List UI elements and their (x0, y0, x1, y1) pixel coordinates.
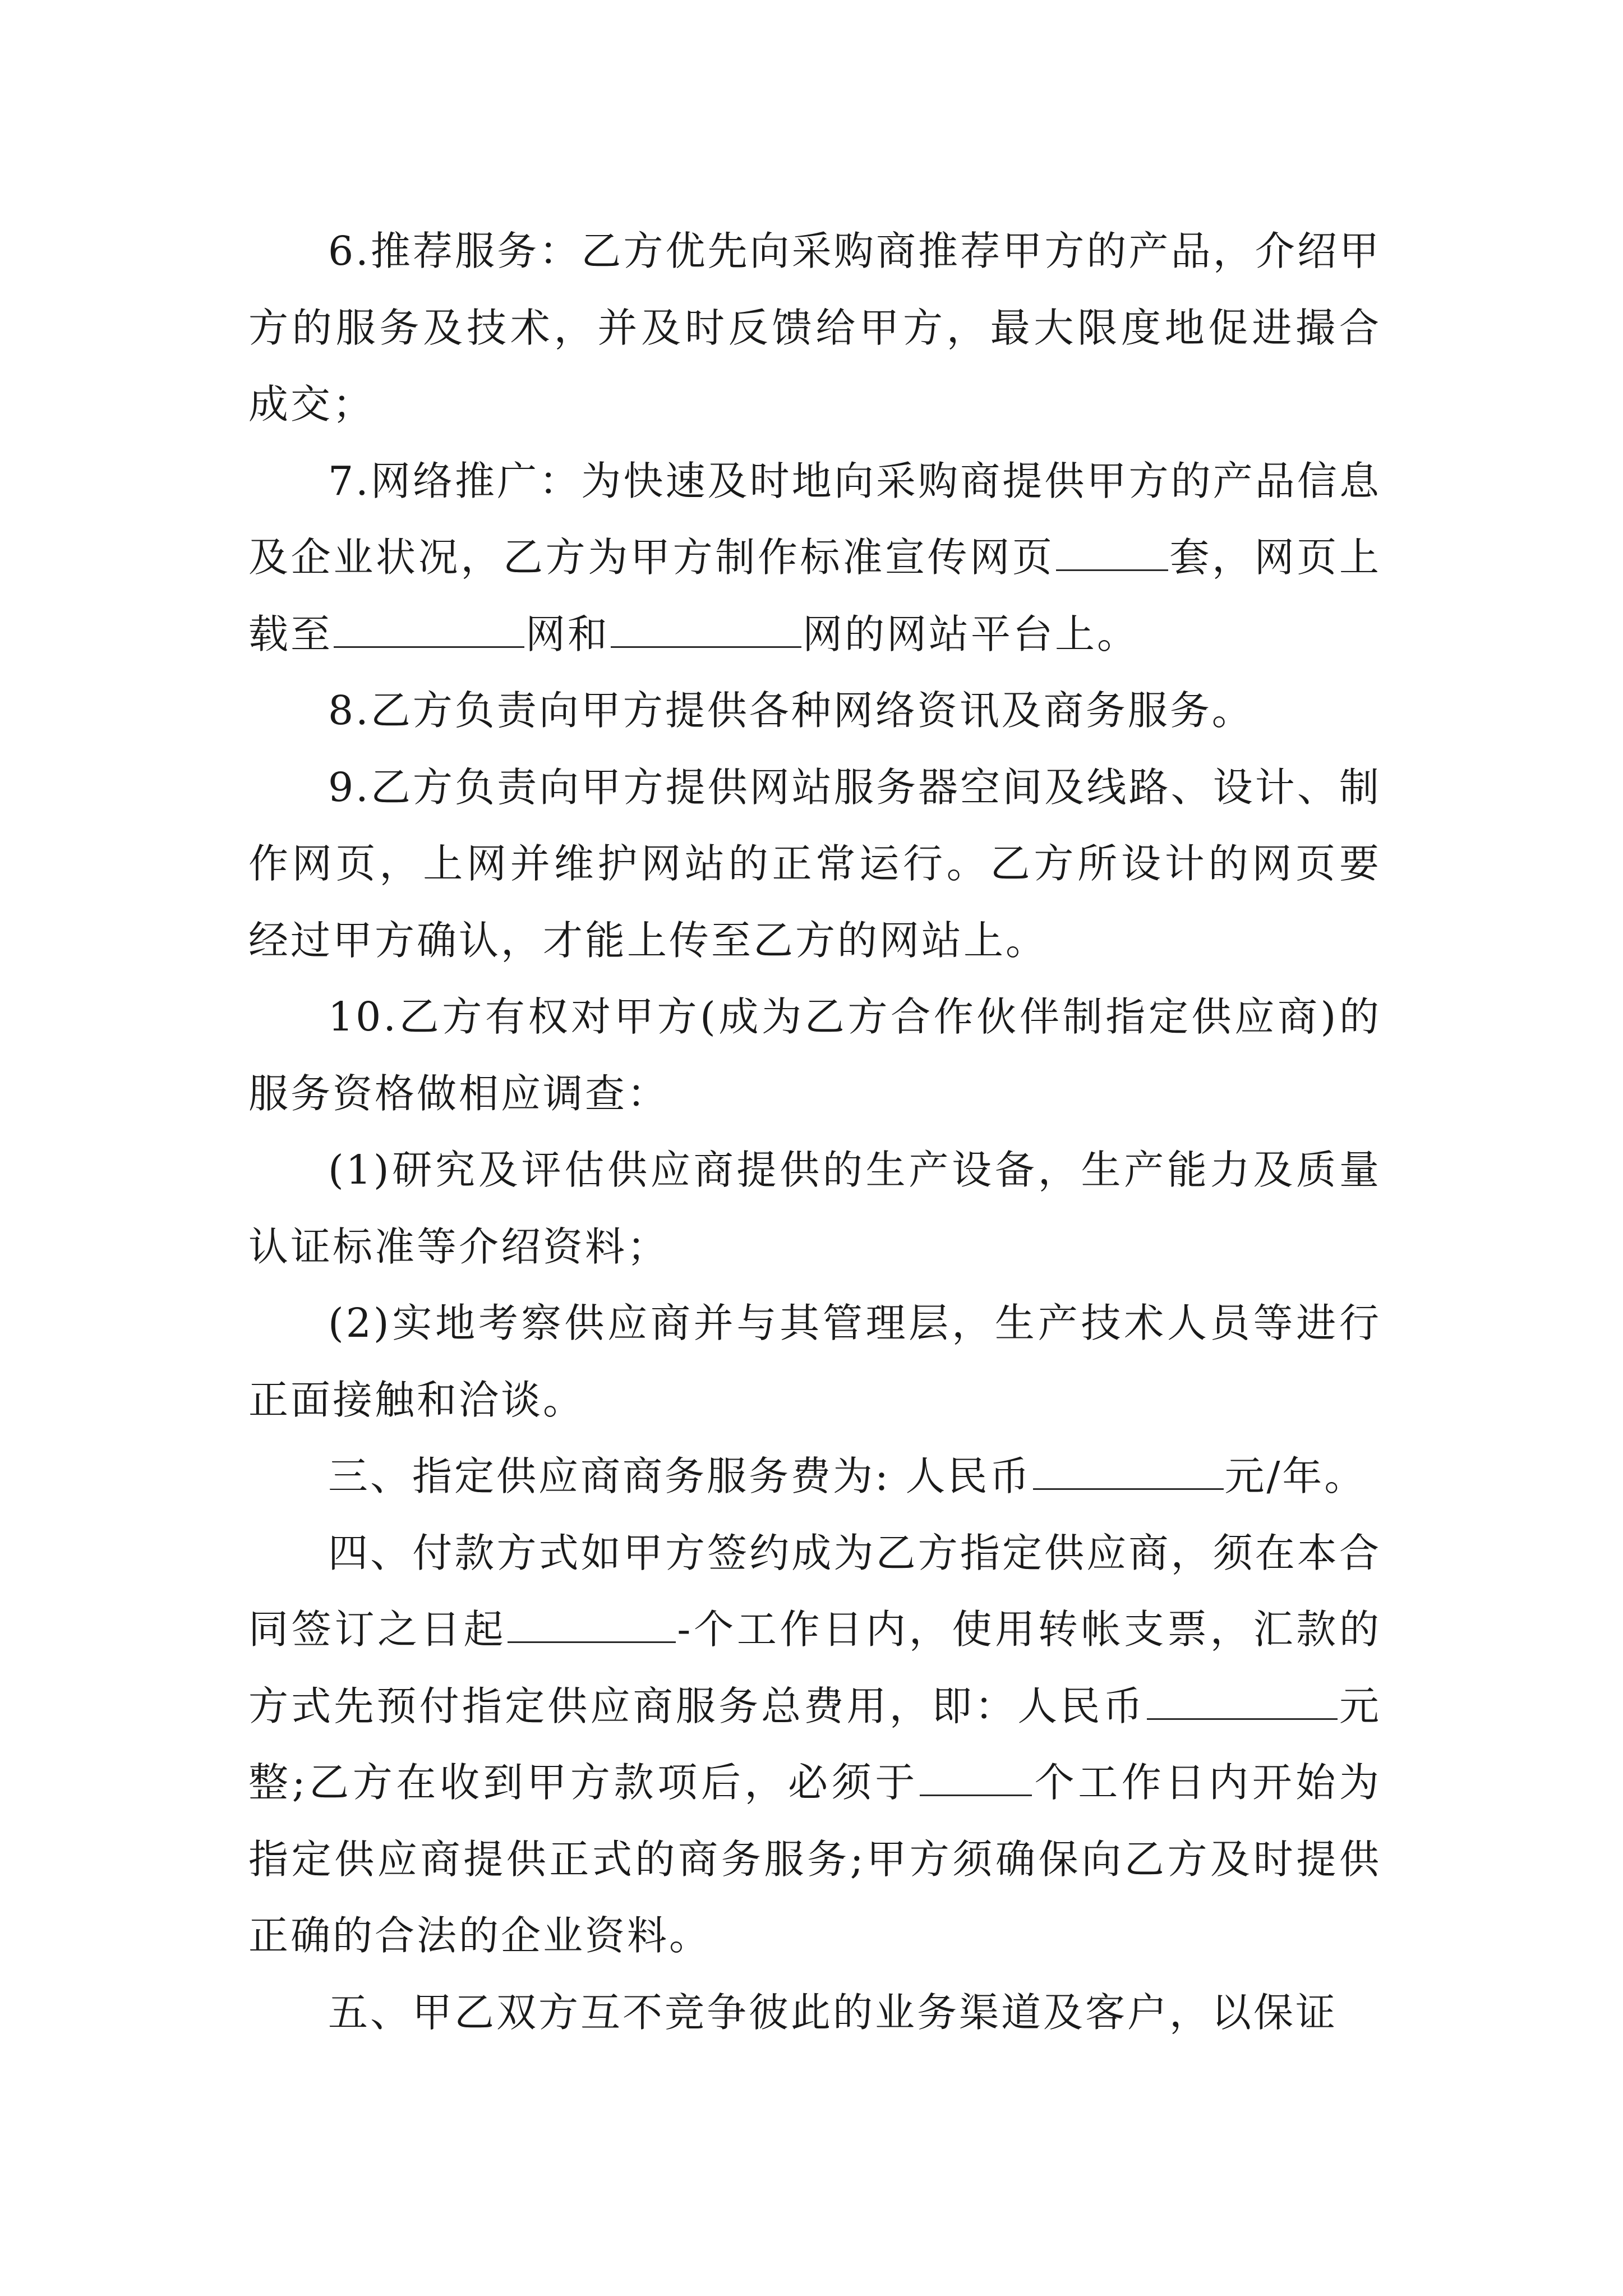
text-segment: 三、指定供应商商务服务费为: 人民币 (328, 1453, 1032, 1499)
text-segment: 网和 (525, 610, 610, 657)
contract-body (248, 213, 1381, 2051)
paragraph-10-item-1: (1)研究及评估供应商提供的生产设备，生产能力及质量认证标准等介绍资料； (248, 1147, 1381, 1270)
blank-service-start-days (920, 1757, 1032, 1796)
section-3-service-fee (248, 1438, 1381, 1515)
text-segment: 元/年。 (1224, 1453, 1367, 1499)
paragraph-8-info-service: 8.乙方负责向甲方提供各种网络资讯及商务服务。 (328, 687, 1254, 734)
paragraph-7-network-promotion (248, 443, 1381, 673)
text-segment: 元整;乙方在收到甲方款项后，必须于 (248, 1682, 1381, 1806)
blank-website-1 (334, 608, 524, 647)
blank-annual-fee (1033, 1451, 1224, 1490)
blank-web-page-count (1056, 532, 1168, 571)
paragraph-10-item-2: (2)实地考察供应商并与其管理层，生产技术人员等进行正面接触和洽谈。 (248, 1300, 1381, 1423)
blank-website-2 (611, 608, 801, 647)
text-segment: -个工作日内，使用转帐支票，汇款的方式先预付指定供应商服务总费用，即：人民币 (248, 1606, 1381, 1729)
paragraph-10-investigation-right: 10.乙方有权对甲方(成为乙方合作伙伴制指定供应商)的服务资格做相应调查： (248, 993, 1381, 1117)
section-5-non-compete: 五、甲乙双方互不竞争彼此的业务渠道及客户，以保证 (328, 1989, 1338, 2036)
text-segment: 网的网站平台上。 (803, 610, 1140, 657)
blank-total-amount (1147, 1680, 1338, 1719)
section-4-payment-method (248, 1515, 1381, 1975)
text-segment: 套，网页上载至 (248, 534, 1381, 657)
text-segment: 个工作日内开始为指定供应商提供正式的商务服务;甲方须确保向乙方及时提供正确的合法的企业资料。 (248, 1759, 1381, 1959)
blank-working-days (508, 1604, 676, 1643)
paragraph-6-recommend-service: 6.推荐服务：乙方优先向采购商推荐甲方的产品，介绍甲方的服务及技术，并及时反馈给甲方，最大限度地促进撮合成交； (248, 228, 1381, 427)
text-segment: 四、付款方式如甲方签约成为乙方指定供应商，须在本合同签订之日起 (248, 1529, 1381, 1653)
text-segment: 7.网络推广：为快速及时地向采购商提供甲方的产品信息及企业状况，乙方为甲方制作标准宣传网页 (248, 457, 1381, 581)
paragraph-9-server-space: 9.乙方负责向甲方提供网站服务器空间及线路、设计、制作网页，上网并维护网站的正常运行。乙方所设计的网页要经过甲方确认，才能上传至乙方的网站上。 (248, 763, 1381, 964)
